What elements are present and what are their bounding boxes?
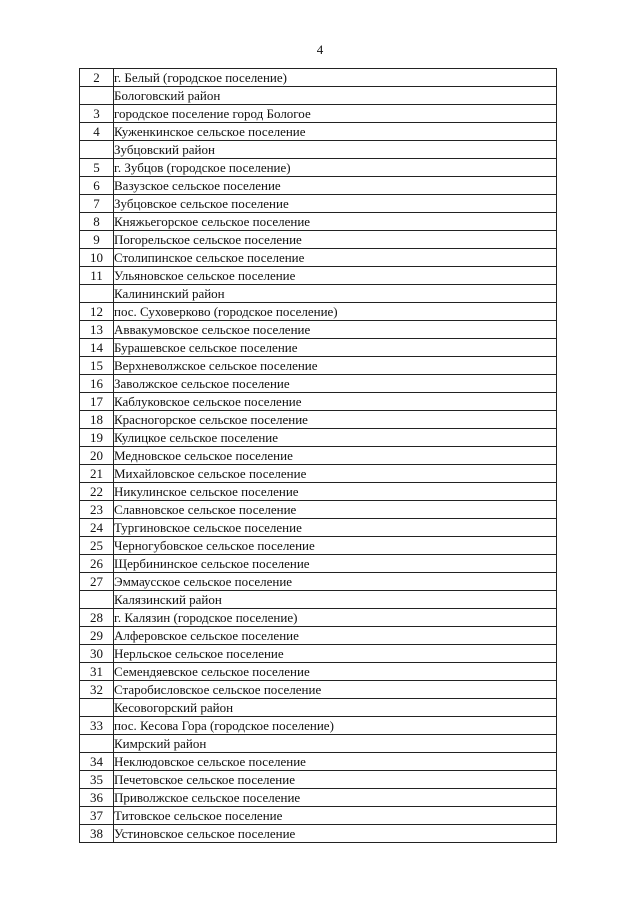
table-row (80, 267, 557, 285)
settlement-name: Вазузское сельское поселение (114, 177, 557, 195)
row-number: 38 (80, 825, 114, 843)
settlement-name: Никулинское сельское поселение (114, 483, 557, 501)
table-row (80, 753, 557, 771)
settlement-name: Старобисловское сельское поселение (114, 681, 557, 699)
row-number: 6 (80, 177, 114, 195)
settlement-name: городское поселение город Бологое (114, 105, 557, 123)
table-row (80, 195, 557, 213)
row-number: 35 (80, 771, 114, 789)
table-row (80, 483, 557, 501)
row-number: 30 (80, 645, 114, 663)
row-number: 2 (80, 69, 114, 87)
table-row (80, 69, 557, 87)
settlement-name: Тургиновское сельское поселение (114, 519, 557, 537)
row-number (80, 591, 114, 609)
district-row (80, 141, 557, 159)
row-number: 33 (80, 717, 114, 735)
settlement-name: Бурашевское сельское поселение (114, 339, 557, 357)
settlement-name: г. Белый (городское поселение) (114, 69, 557, 87)
settlement-name: Зубцовское сельское поселение (114, 195, 557, 213)
district-row (80, 699, 557, 717)
table-row (80, 573, 557, 591)
row-number: 23 (80, 501, 114, 519)
row-number: 11 (80, 267, 114, 285)
row-number: 12 (80, 303, 114, 321)
row-number: 14 (80, 339, 114, 357)
row-number: 24 (80, 519, 114, 537)
table-row (80, 681, 557, 699)
settlement-name: Куженкинское сельское поселение (114, 123, 557, 141)
settlement-name: Княжьегорское сельское поселение (114, 213, 557, 231)
table-row (80, 339, 557, 357)
row-number: 31 (80, 663, 114, 681)
row-number: 15 (80, 357, 114, 375)
settlement-name: Устиновское сельское поселение (114, 825, 557, 843)
row-number: 26 (80, 555, 114, 573)
settlement-name: Красногорское сельское поселение (114, 411, 557, 429)
settlement-name: Михайловское сельское поселение (114, 465, 557, 483)
row-number: 20 (80, 447, 114, 465)
table-row (80, 393, 557, 411)
row-number: 17 (80, 393, 114, 411)
row-number: 4 (80, 123, 114, 141)
settlement-name: Верхневолжское сельское поселение (114, 357, 557, 375)
table-row (80, 159, 557, 177)
table-row (80, 123, 557, 141)
table-row (80, 627, 557, 645)
table-row (80, 177, 557, 195)
table-row (80, 771, 557, 789)
row-number: 13 (80, 321, 114, 339)
table-row (80, 645, 557, 663)
table-row (80, 501, 557, 519)
table-row (80, 321, 557, 339)
row-number (80, 735, 114, 753)
settlement-name: Столипинское сельское поселение (114, 249, 557, 267)
row-number: 36 (80, 789, 114, 807)
district-name: Калязинский район (114, 591, 557, 609)
row-number: 22 (80, 483, 114, 501)
row-number: 10 (80, 249, 114, 267)
row-number (80, 699, 114, 717)
settlement-name: Славновское сельское поселение (114, 501, 557, 519)
table-row (80, 249, 557, 267)
settlement-name: Алферовское сельское поселение (114, 627, 557, 645)
settlement-name: Кулицкое сельское поселение (114, 429, 557, 447)
page-number: 4 (316, 42, 324, 57)
district-name: Кимрский район (114, 735, 557, 753)
table-row (80, 231, 557, 249)
row-number: 7 (80, 195, 114, 213)
table-row (80, 303, 557, 321)
table-row (80, 609, 557, 627)
row-number: 18 (80, 411, 114, 429)
district-row (80, 285, 557, 303)
settlement-name: Эммаусское сельское поселение (114, 573, 557, 591)
settlement-name: Нерльское сельское поселение (114, 645, 557, 663)
settlement-name: пос. Кесова Гора (городское поселение) (114, 717, 557, 735)
district-name: Зубцовский район (114, 141, 557, 159)
settlement-name: г. Калязин (городское поселение) (114, 609, 557, 627)
settlement-name: Аввакумовское сельское поселение (114, 321, 557, 339)
settlement-name: пос. Суховерково (городское поселение) (114, 303, 557, 321)
settlement-name: Каблуковское сельское поселение (114, 393, 557, 411)
table-row (80, 789, 557, 807)
table-row (80, 375, 557, 393)
settlement-name: Щербининское сельское поселение (114, 555, 557, 573)
district-row (80, 735, 557, 753)
district-name: Кесовогорский район (114, 699, 557, 717)
row-number: 34 (80, 753, 114, 771)
table-row (80, 807, 557, 825)
table-row (80, 447, 557, 465)
table-row (80, 465, 557, 483)
table-row (80, 357, 557, 375)
settlement-name: Заволжское сельское поселение (114, 375, 557, 393)
table-row (80, 555, 557, 573)
table-row (80, 105, 557, 123)
table-row (80, 213, 557, 231)
district-name: Бологовский район (114, 87, 557, 105)
row-number: 3 (80, 105, 114, 123)
district-row (80, 591, 557, 609)
settlement-name: Ульяновское сельское поселение (114, 267, 557, 285)
row-number: 25 (80, 537, 114, 555)
row-number: 16 (80, 375, 114, 393)
table-row (80, 519, 557, 537)
row-number (80, 141, 114, 159)
settlement-name: Семендяевское сельское поселение (114, 663, 557, 681)
settlement-name: Приволжское сельское поселение (114, 789, 557, 807)
row-number: 21 (80, 465, 114, 483)
row-number: 9 (80, 231, 114, 249)
settlement-name: Черногубовское сельское поселение (114, 537, 557, 555)
row-number: 29 (80, 627, 114, 645)
table-row (80, 663, 557, 681)
settlement-name: Печетовское сельское поселение (114, 771, 557, 789)
settlement-name: Медновское сельское поселение (114, 447, 557, 465)
row-number: 5 (80, 159, 114, 177)
district-name: Калининский район (114, 285, 557, 303)
table-row (80, 429, 557, 447)
table-row (80, 537, 557, 555)
settlement-name: г. Зубцов (городское поселение) (114, 159, 557, 177)
table-row (80, 825, 557, 843)
row-number: 19 (80, 429, 114, 447)
settlement-name: Титовское сельское поселение (114, 807, 557, 825)
settlement-name: Погорельское сельское поселение (114, 231, 557, 249)
row-number: 37 (80, 807, 114, 825)
table-row (80, 717, 557, 735)
district-row (80, 87, 557, 105)
row-number: 32 (80, 681, 114, 699)
settlements-table (79, 68, 557, 843)
settlements-table-body (80, 69, 557, 843)
row-number: 8 (80, 213, 114, 231)
row-number (80, 87, 114, 105)
table-row (80, 411, 557, 429)
row-number: 28 (80, 609, 114, 627)
settlement-name: Неклюдовское сельское поселение (114, 753, 557, 771)
row-number (80, 285, 114, 303)
row-number: 27 (80, 573, 114, 591)
